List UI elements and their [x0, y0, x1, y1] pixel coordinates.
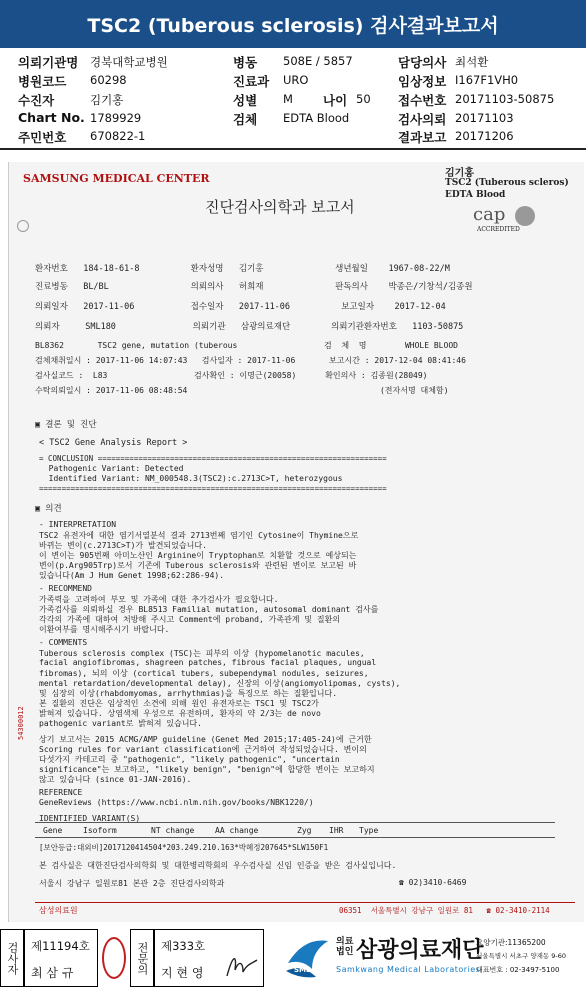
dept-label: 진료과 [233, 74, 270, 89]
scan-report-title: 진단검사의학과 보고서 [205, 198, 355, 216]
scanned-report [8, 162, 584, 922]
examiner-box [24, 929, 98, 987]
hospital-name-label: 의뢰기관명 [18, 55, 79, 70]
specialist-label: 전문의 [130, 929, 154, 987]
recommend-line: - RECOMMEND [39, 584, 92, 593]
hospital-code-label: 병원코드 [18, 74, 67, 89]
conclusion-line: Identified Variant: NM_000548.3(TSC2):c.2713C>T, heterozygous [39, 474, 343, 483]
org-prefix: 의료법인 [336, 937, 354, 957]
interpretation-line: 바뀌는 변이(c.2713C>T)가 발견되었습니다. [39, 541, 207, 550]
interpretation-line: 이 변이는 905번째 아미노산인 Arginine이 Tryptophan로 치환할 것으로 예상되는 [39, 551, 357, 560]
scan-row: 의뢰자 SML180 의뢰기관 삼광의료재단 의뢰기관환자번호 1103-50875 [35, 322, 464, 332]
examiner-license: 제11194호 [31, 939, 90, 953]
table-header-cell: Gene [43, 826, 63, 835]
sml-logo-icon [282, 933, 332, 983]
side-serial-number: 54300012 [17, 706, 25, 740]
ward-label: 병동 [233, 55, 258, 70]
patient-name: 김기홍 [90, 93, 124, 107]
table-header-cell: IHR [329, 826, 344, 835]
comments-line: fibromas), 뇌의 이상 (cortical tubers, subependymal nodules, seizures, [39, 669, 369, 678]
table-divider [35, 822, 555, 823]
gene-report-name: < TSC2 Gene Analysis Report > [39, 438, 188, 448]
patient-info-block [0, 50, 586, 150]
receipt-number: 20171103-50875 [455, 92, 555, 106]
scan-row: 환자번호 184-18-61-8 환자성명 김기홍 생년월일 1967-08-22/M [35, 264, 450, 274]
guideline-line: Scoring rules for variant classification에 근거하여 작성되었습니다. 변이의 [39, 745, 367, 754]
scan-row: 진료병동 BL/BL 의뢰의사 허희재 판독의사 박종은/기창석/김종원 [35, 282, 473, 292]
cap-accredited: ACCREDITED [477, 226, 520, 233]
doctor-label: 담당의사 [398, 55, 447, 70]
comments-line: - COMMENTS [39, 638, 88, 647]
specimen-label: 검체 [233, 112, 258, 127]
guideline-line: significance"는 보고하고, "likely benign", "benign"에 합당한 변이는 보고하지 [39, 765, 375, 774]
agency-number: 요양기관:11365200 [476, 938, 546, 947]
clinical-label: 임상정보 [398, 74, 447, 89]
report-label: 결과보고 [398, 130, 447, 145]
receipt-label: 접수번호 [398, 93, 447, 108]
examiner-seal-icon [102, 937, 126, 979]
org-address: 서울특별시 서초구 양재동 9-60 [476, 952, 567, 960]
reference-line: REFERENCE [39, 788, 83, 797]
guideline-line: 다섯가지 카테고리 중 "pathogenic", "likely pathogenic", "uncertain [39, 755, 340, 764]
footer-rule [35, 902, 575, 903]
specialist-box [154, 929, 264, 987]
clinical-info: I167F1VH0 [455, 73, 519, 87]
address-line: 서울시 강남구 일원로81 본관 2층 진단검사의학과 [39, 879, 225, 888]
org-name-en: Samkwang Medical Laboratories [336, 965, 481, 974]
dept: URO [283, 73, 309, 87]
recommend-line: 가족력을 고려하여 부모 및 가족에 대한 추가검사가 필요합니다. [39, 595, 279, 604]
recommend-line: 이환여부를 명시해주시기 바랍니다. [39, 625, 170, 634]
punch-hole-icon [17, 220, 29, 232]
examiner-label: 검사자 [0, 929, 24, 987]
comments-line: pathogenic variant로 밝혀져 있습니다. [39, 719, 202, 728]
signature-icon [225, 950, 259, 980]
scan-row: 의뢰일자 2017-11-06 접수일자 2017-11-06 보고일자 2017-12-04 [35, 302, 446, 312]
patient-label: 수진자 [18, 93, 55, 108]
chart-label: Chart No. [18, 110, 85, 125]
age: 50 [356, 92, 371, 106]
interpretation-line: TSC2 유전자에 대한 염기서열분석 결과 2713번째 염기인 Cytosine이 Thymine으로 [39, 531, 359, 540]
table-header-cell: Isoform [83, 826, 117, 835]
cap-logo [471, 204, 545, 236]
interpretation-line: 변이(p.Arg905Trp)로서 기존에 Tuberous sclerosis와 관련된 변이로 보고된 바 [39, 561, 357, 570]
resident-number: 670822-1 [90, 129, 146, 143]
cap-logo-text: cap [473, 204, 506, 225]
org-logo-text: SAMSUNG MEDICAL CENTER [23, 172, 210, 185]
age-label: 나이 [323, 93, 348, 108]
meta-line: 수탁의뢰일시 : 2017-11-06 08:48:54 (전자서명 대체함) [35, 386, 449, 395]
specialist-name: 지 현 영 [161, 966, 204, 980]
hospital-code: 60298 [90, 73, 127, 87]
test-tag: TSC2 (Tuberous scleros) [445, 178, 569, 188]
certification-line: 본 검사실은 대한진단검사의학회 및 대한병리학회의 우수검사실 신임 인증을 받은 검사실입니다. [39, 861, 397, 870]
comments-line: 밝혀져 있습니다. 상염색체 우성으로 유전하며, 환자의 약 2/3는 de novo [39, 709, 321, 718]
sex: M [283, 92, 293, 106]
table-header-cell: Zyg [297, 826, 312, 835]
org-name: 삼광의료재단 [356, 938, 484, 963]
scan-footer-right: 06351 서울특별시 강남구 일원로 81 ☎ 02-3410-2114 [339, 906, 550, 915]
report-title: TSC2 (Tuberous sclerosis) 검사결과보고서 [0, 0, 586, 48]
guideline-line: 상기 보고서는 2015 ACMG/AMP guideline (Genet Med 2015;17:405-24)에 근거한 [39, 735, 372, 744]
table-header-cell: NT change [151, 826, 195, 835]
conclusion-line: = CONCLUSION ================================================================ [39, 454, 387, 463]
hospital-name: 경북대학교병원 [90, 55, 168, 69]
sex-label: 성별 [233, 93, 258, 108]
table-header-cell: Type [359, 826, 379, 835]
recommend-line: 각각의 가족에 대하여 처방해 주시고 Comment에 proband, 가족관계 및 질환의 [39, 615, 341, 624]
meta-line: 검체채취일시 : 2017-11-06 14:07:43 검사일자 : 2017-11-06 보고시간 : 2017-12-04 08:41:46 [35, 356, 466, 365]
ward: 508E / 5857 [283, 54, 353, 68]
interpretation-line: 있습니다(Am J Hum Genet 1998;62:286-94). [39, 571, 225, 580]
comments-line: mental retardation/developmental delay), 신장의 이상(angiomyolipomas, cysts), [39, 679, 401, 688]
chart-number: 1789929 [90, 111, 142, 125]
patient-tag-name: 김기홍 [445, 168, 474, 179]
meta-line: 검사실코드 : L83 검사확인 : 이명근(20058) 확인의사 : 김종원(28049) [35, 371, 428, 380]
report-date: 20171206 [455, 129, 514, 143]
org-phone: 대표번호 : 02-3497-5100 [476, 966, 560, 974]
specialist-license: 제333호 [161, 939, 206, 953]
comments-line: Tuberous sclerosis complex (TSC)는 피부의 이상 (hypomelanotic macules, [39, 649, 365, 658]
meta-line: BL8362 TSC2 gene, mutation (tuberous 검 체 명 WHOLE BLOOD [35, 341, 458, 350]
reference-line: GeneReviews (https://www.ncbi.nlm.nih.gov/books/NBK1220/) [39, 798, 314, 807]
identified-variants-heading: IDENTIFIED VARIANT(S) [39, 814, 141, 823]
phone-line: ☎ 02)3410-6469 [399, 878, 467, 887]
comments-line: facial angiofibromas, shagreen patches, fibrous facial plaques, ungual [39, 658, 377, 667]
specimen-tag: EDTA Blood [445, 190, 506, 200]
opinion-heading: ▣ 의견 [35, 504, 62, 514]
conclusion-line: ============================================================================= [39, 484, 387, 493]
recommend-line: 가족검사를 의뢰하실 경우 BL8513 Familial mutation, autosomal dominant 검사를 [39, 605, 379, 614]
security-line: [보안등급:대외비]2017120414504*203.249.210.163*박혜정207645*SLW150F1 [39, 843, 329, 852]
table-divider [35, 837, 555, 838]
sml-logo-text: SML [294, 966, 311, 974]
doctor: 최석환 [455, 55, 489, 69]
result-heading: ▣ 결론 및 진단 [35, 420, 97, 430]
signature-footer [0, 927, 586, 991]
conclusion-line: Pathogenic Variant: Detected [39, 464, 184, 473]
request-date: 20171103 [455, 111, 514, 125]
specimen: EDTA Blood [283, 111, 350, 125]
guideline-line: 않고 있습니다 (since 01-JAN-2016). [39, 775, 192, 784]
examiner-name: 최 삼 규 [31, 966, 74, 980]
scan-footer-left: 삼성의료원 [39, 906, 78, 915]
request-label: 검사의뢰 [398, 112, 447, 127]
comments-line: 및 심장의 이상(rhabdomyomas, arrhythmias)을 특징으로 하는 질환입니다. [39, 689, 338, 698]
resident-label: 주민번호 [18, 130, 67, 145]
comments-line: 본 질환의 진단은 임상적인 소견에 의해 원인 유전자로는 TSC1 및 TSC2가 [39, 699, 319, 708]
cap-seal-icon [515, 206, 535, 226]
interpretation-line: - INTERPRETATION [39, 520, 117, 529]
table-header-cell: AA change [215, 826, 259, 835]
